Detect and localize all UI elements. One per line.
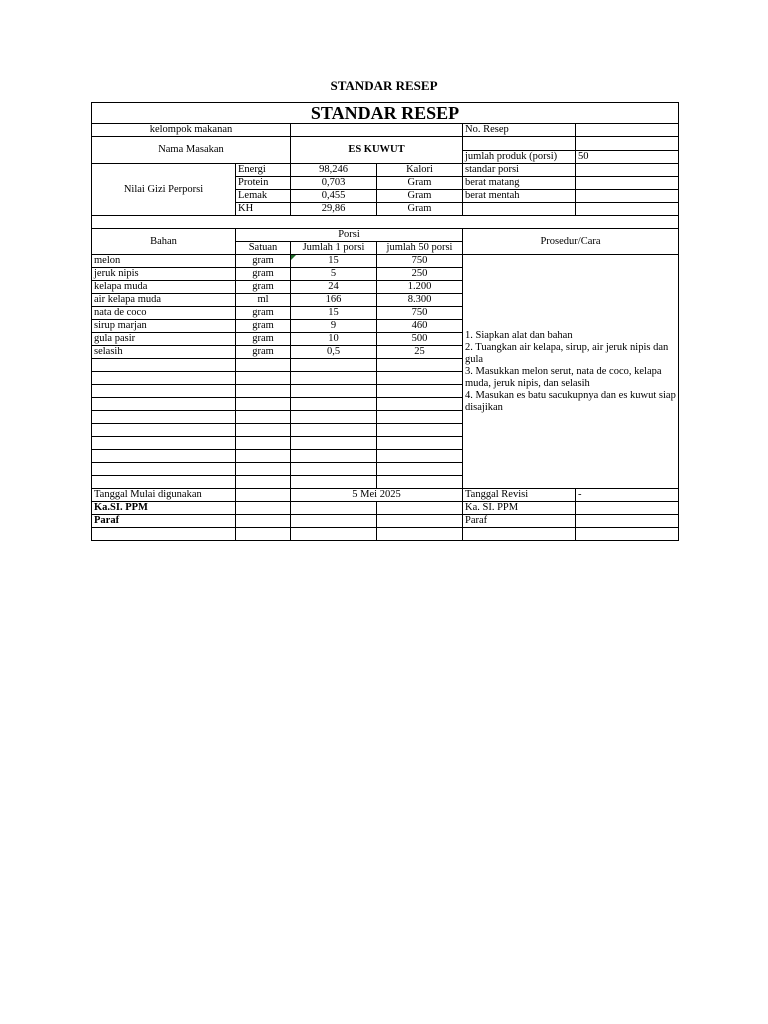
nutrient-right-label	[463, 203, 576, 216]
ingredient-unit: gram	[236, 346, 291, 359]
nutrient-name: KH	[236, 203, 291, 216]
empty-cell	[291, 450, 377, 463]
no-resep-value	[576, 124, 679, 137]
ingredients-header-row	[92, 229, 679, 242]
empty-cell	[291, 515, 377, 528]
empty-cell	[236, 372, 291, 385]
nutrient-unit: Gram	[377, 177, 463, 190]
jumlah-produk-label: jumlah produk (porsi)	[465, 151, 558, 162]
nutrient-right-label: standar porsi	[463, 164, 576, 177]
no-resep-label: No. Resep	[463, 124, 576, 137]
empty-cell	[92, 372, 236, 385]
ingredient-unit: ml	[236, 294, 291, 307]
empty-cell	[236, 502, 291, 515]
ingredient-name: sirup marjan	[92, 320, 236, 333]
ingredient-name: gula pasir	[92, 333, 236, 346]
tanggal-revisi-value: -	[576, 489, 679, 502]
jumlah1-header: Jumlah 1 porsi	[291, 242, 377, 255]
empty-cell	[463, 528, 576, 541]
empty-cell	[291, 372, 377, 385]
empty-cell	[291, 437, 377, 450]
ingredient-name: air kelapa muda	[92, 294, 236, 307]
ingredient-qty-50: 25	[377, 346, 463, 359]
empty-cell	[377, 463, 463, 476]
empty-cell	[92, 424, 236, 437]
empty-cell	[92, 385, 236, 398]
nutrient-name: Lemak	[236, 190, 291, 203]
jumlah50-header: jumlah 50 porsi	[377, 242, 463, 255]
empty-cell	[377, 502, 463, 515]
empty-cell	[236, 463, 291, 476]
empty-cell	[92, 450, 236, 463]
nutrient-value: 0,455	[291, 190, 377, 203]
nutrient-right-value	[576, 164, 679, 177]
bahan-header: Bahan	[92, 229, 236, 255]
ingredient-qty-50: 1.200	[377, 281, 463, 294]
kasi-left-label: Ka.SI. PPM	[92, 502, 236, 515]
paraf-left-label: Paraf	[92, 515, 236, 528]
empty-cell	[377, 411, 463, 424]
ingredient-unit: gram	[236, 281, 291, 294]
nutrient-right-value	[576, 177, 679, 190]
procedure-step: 1. Siapkan alat dan bahan	[465, 329, 573, 341]
empty-cell	[291, 411, 377, 424]
nama-masakan-label: Nama Masakan	[92, 137, 291, 164]
empty-cell	[377, 359, 463, 372]
ingredient-qty-1: 5	[291, 268, 377, 281]
empty-cell	[236, 450, 291, 463]
footer-row	[92, 502, 679, 515]
ingredient-name: kelapa muda	[92, 281, 236, 294]
procedure-step: 4. Masukan es batu sacukupnya dan es kuwut siap disajikan	[465, 389, 676, 413]
empty-cell	[236, 411, 291, 424]
nutrient-name: Energi	[236, 164, 291, 177]
ingredient-qty-50: 8.300	[377, 294, 463, 307]
porsi-header: Porsi	[236, 229, 463, 242]
procedure-cell	[463, 255, 679, 489]
empty-cell	[92, 528, 236, 541]
empty-cell	[291, 424, 377, 437]
divider	[576, 150, 678, 151]
recipe-table	[91, 102, 679, 541]
tanggal-revisi-label: Tanggal Revisi	[463, 489, 576, 502]
empty-cell	[236, 385, 291, 398]
nutrient-right-label: berat mentah	[463, 190, 576, 203]
kasi-right-label: Ka. SI. PPM	[463, 502, 576, 515]
procedure-step: 3. Masukkan melon serut, nata de coco, kelapa muda, jeruk nipis, dan selasih	[465, 365, 662, 389]
empty-cell	[92, 437, 236, 450]
empty-cell	[291, 398, 377, 411]
nama-masakan-row	[92, 137, 679, 164]
nutrient-unit: Gram	[377, 190, 463, 203]
empty-cell	[377, 528, 463, 541]
ingredient-row	[92, 255, 679, 268]
procedure-step: 2. Tuangkan air kelapa, sirup, air jeruk nipis dan gula	[465, 341, 669, 365]
empty-cell	[236, 528, 291, 541]
ingredient-name: jeruk nipis	[92, 268, 236, 281]
jumlah-produk-value: 50	[578, 151, 589, 162]
empty-cell	[92, 411, 236, 424]
empty-cell	[291, 463, 377, 476]
empty-cell	[576, 528, 679, 541]
kelompok-value	[291, 124, 463, 137]
footer-row	[92, 489, 679, 502]
empty-cell	[377, 437, 463, 450]
empty-cell	[236, 515, 291, 528]
jumlah-produk-value-cell	[576, 137, 679, 164]
tanggal-mulai-label: Tanggal Mulai digunakan	[92, 489, 236, 502]
footer-row	[92, 515, 679, 528]
empty-cell	[377, 424, 463, 437]
empty-cell	[92, 463, 236, 476]
ingredient-qty-1: 15	[291, 307, 377, 320]
nutrition-row	[92, 164, 679, 177]
ingredient-qty-50: 460	[377, 320, 463, 333]
empty-cell	[291, 476, 377, 489]
spacer-row	[92, 216, 679, 229]
ingredient-qty-1: 15	[291, 255, 377, 268]
empty-cell	[377, 515, 463, 528]
ingredient-unit: gram	[236, 333, 291, 346]
nutrient-value: 98,246	[291, 164, 377, 177]
nutrient-unit: Kalori	[377, 164, 463, 177]
ingredient-qty-50: 500	[377, 333, 463, 346]
ingredient-qty-1: 0,5	[291, 346, 377, 359]
ingredient-qty-1: 10	[291, 333, 377, 346]
paraf-right-label: Paraf	[463, 515, 576, 528]
empty-cell	[236, 476, 291, 489]
empty-cell	[576, 502, 679, 515]
kelompok-row	[92, 124, 679, 137]
empty-cell	[377, 398, 463, 411]
table-title: STANDAR RESEP	[92, 103, 679, 124]
spacer-cell	[92, 216, 679, 229]
page-title: STANDAR RESEP	[330, 78, 438, 93]
nutrient-value: 0,703	[291, 177, 377, 190]
nutrient-right-value	[576, 203, 679, 216]
empty-cell	[92, 398, 236, 411]
nutrient-right-value	[576, 190, 679, 203]
tanggal-mulai-value: 5 Mei 2025	[291, 489, 463, 502]
ingredient-qty-1: 166	[291, 294, 377, 307]
ingredient-name: nata de coco	[92, 307, 236, 320]
empty-cell	[92, 476, 236, 489]
footer-row	[92, 528, 679, 541]
nutrient-unit: Gram	[377, 203, 463, 216]
ingredient-unit: gram	[236, 320, 291, 333]
satuan-header: Satuan	[236, 242, 291, 255]
kelompok-label: kelompok makanan	[92, 124, 291, 137]
ingredient-qty-50: 250	[377, 268, 463, 281]
nutrient-right-label: berat matang	[463, 177, 576, 190]
empty-cell	[291, 385, 377, 398]
empty-cell	[236, 437, 291, 450]
nama-masakan-text: ES KUWUT	[348, 144, 405, 155]
ingredient-name: melon	[92, 255, 236, 268]
empty-cell	[236, 424, 291, 437]
ingredient-unit: gram	[236, 307, 291, 320]
empty-cell	[291, 528, 377, 541]
empty-cell	[236, 489, 291, 502]
title-row	[92, 103, 679, 124]
empty-cell	[377, 385, 463, 398]
ingredient-qty-1: 9	[291, 320, 377, 333]
ingredient-qty-50: 750	[377, 307, 463, 320]
nutrient-value: 29,86	[291, 203, 377, 216]
empty-cell	[377, 372, 463, 385]
prosedur-header: Prosedur/Cara	[463, 229, 679, 255]
jumlah-produk-cell	[463, 137, 576, 164]
empty-cell	[291, 359, 377, 372]
ingredient-unit: gram	[236, 255, 291, 268]
ingredient-qty-1: 24	[291, 281, 377, 294]
empty-cell	[576, 515, 679, 528]
empty-cell	[291, 502, 377, 515]
empty-cell	[377, 476, 463, 489]
empty-cell	[236, 398, 291, 411]
ingredient-name: selasih	[92, 346, 236, 359]
nama-masakan-value	[291, 137, 463, 164]
empty-cell	[236, 359, 291, 372]
empty-cell	[92, 359, 236, 372]
nutrient-name: Protein	[236, 177, 291, 190]
nutrition-label: Nilai Gizi Perporsi	[92, 164, 236, 216]
ingredient-qty-50: 750	[377, 255, 463, 268]
empty-cell	[377, 450, 463, 463]
ingredient-unit: gram	[236, 268, 291, 281]
